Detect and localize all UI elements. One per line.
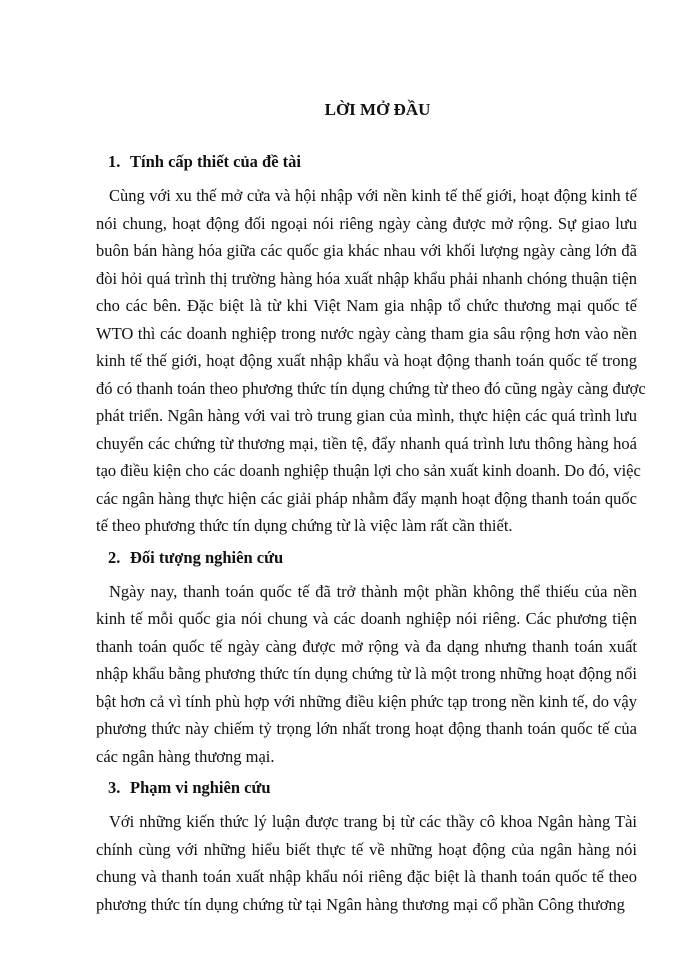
paragraph-line: phương thức tín dụng chứng từ tại Ngân hàng thương mại cổ phần Công thương (96, 894, 625, 914)
paragraph-line: nhập khẩu bằng phương thức tín dụng chứng từ là một trong những hoạt động nổi (96, 664, 637, 683)
section-paragraph (96, 182, 646, 540)
paragraph-line: tế theo phương thức tín dụng chứng từ là việc làm rất cần thiết. (96, 516, 513, 535)
section-heading (108, 548, 637, 568)
paragraph-line: kinh tế mỗi quốc gia nói chung và các doanh nghiệp nói riêng. Các phương tiện (96, 609, 637, 628)
paragraph-line: bật hơn cả vì tính phù hợp với những điều kiện phức tạp trong nền kinh tế, do vậy (96, 691, 637, 711)
paragraph-line: chung và thanh toán xuất nhập khẩu nói riêng đặc biệt là thanh toán quốc tế theo (96, 867, 637, 886)
section-number: 2. (108, 547, 121, 567)
paragraph-line: thanh toán quốc tế ngày càng được mở rộng và đa dạng nhưng thanh toán xuất (96, 636, 637, 656)
paragraph-line: các ngân hàng thực hiện các giải pháp nhằm đẩy mạnh hoạt động thanh toán quốc (96, 488, 637, 508)
paragraph-line: chuyển các chứng từ thương mại, tiền tệ, đẩy nhanh quá trình lưu thông hàng hoá (96, 433, 637, 453)
paragraph-line: đó có thanh toán theo phương thức tín dụng chứng từ theo đó cũng ngày càng được (96, 378, 646, 398)
section-heading-text: Tính cấp thiết của đề tài (130, 152, 301, 171)
paragraph-line: Cùng với xu thế mở cửa và hội nhập với nền kinh tế thế giới, hoạt động kinh tế (109, 186, 637, 205)
section-heading-text: Đối tượng nghiên cứu (130, 547, 284, 567)
paragraph-line: chính cùng với những hiểu biết thực tế về những hoạt động của ngân hàng nói (96, 839, 637, 859)
paragraph-line: buôn bán hàng hóa giữa các quốc gia khác nhau với khối lượng ngày càng lớn đã (96, 241, 637, 260)
section-heading (108, 152, 637, 172)
section-paragraph (96, 808, 637, 918)
paragraph-line: Ngày nay, thanh toán quốc tế đã trở thành một phần không thể thiếu của nền (109, 581, 637, 601)
paragraph-line: nói chung, hoạt động đối ngoại nói riêng ngày càng được mở rộng. Sự giao lưu (96, 213, 637, 233)
paragraph-line: phương thức này chiếm tỷ trọng lớn nhất trong hoạt động thanh toán quốc tế của (96, 719, 637, 738)
section-paragraph (96, 578, 637, 771)
paragraph-line: kinh tế thế giới, hoạt động xuất nhập khẩu và hoạt động thanh toán quốc tế trong (96, 351, 637, 370)
section-number: 1. (108, 152, 121, 171)
section-number: 3. (108, 778, 121, 797)
page-title: LỜI MỞ ĐẦU (324, 100, 431, 119)
paragraph-line: cho các bên. Đặc biệt là từ khi Việt Nam gia nhập tổ chức thương mại quốc tế (96, 296, 637, 315)
paragraph-line: WTO thì các doanh nghiệp trong nước ngày càng tham gia sâu rộng hơn vào nền (96, 323, 637, 343)
paragraph-line: Với những kiến thức lý luận được trang bị từ các thầy cô khoa Ngân hàng Tài (109, 812, 637, 831)
paragraph-line: các ngân hàng thương mại. (96, 746, 275, 766)
section-heading-text: Phạm vi nghiên cứu (130, 778, 271, 797)
paragraph-line: đòi hỏi quá trình thị trường hàng hóa xuất nhập khẩu phải nhanh chóng thuận tiện (96, 268, 637, 288)
paragraph-line: tạo điều kiện cho các doanh nghiệp thuận lợi cho sản xuất kinh doanh. Do đó, việc (96, 461, 641, 480)
paragraph-line: phát triển. Ngân hàng với vai trò trung gian của mình, thực hiện các quá trình lưu (96, 406, 637, 425)
section-heading (108, 778, 637, 798)
document-body (96, 152, 646, 918)
